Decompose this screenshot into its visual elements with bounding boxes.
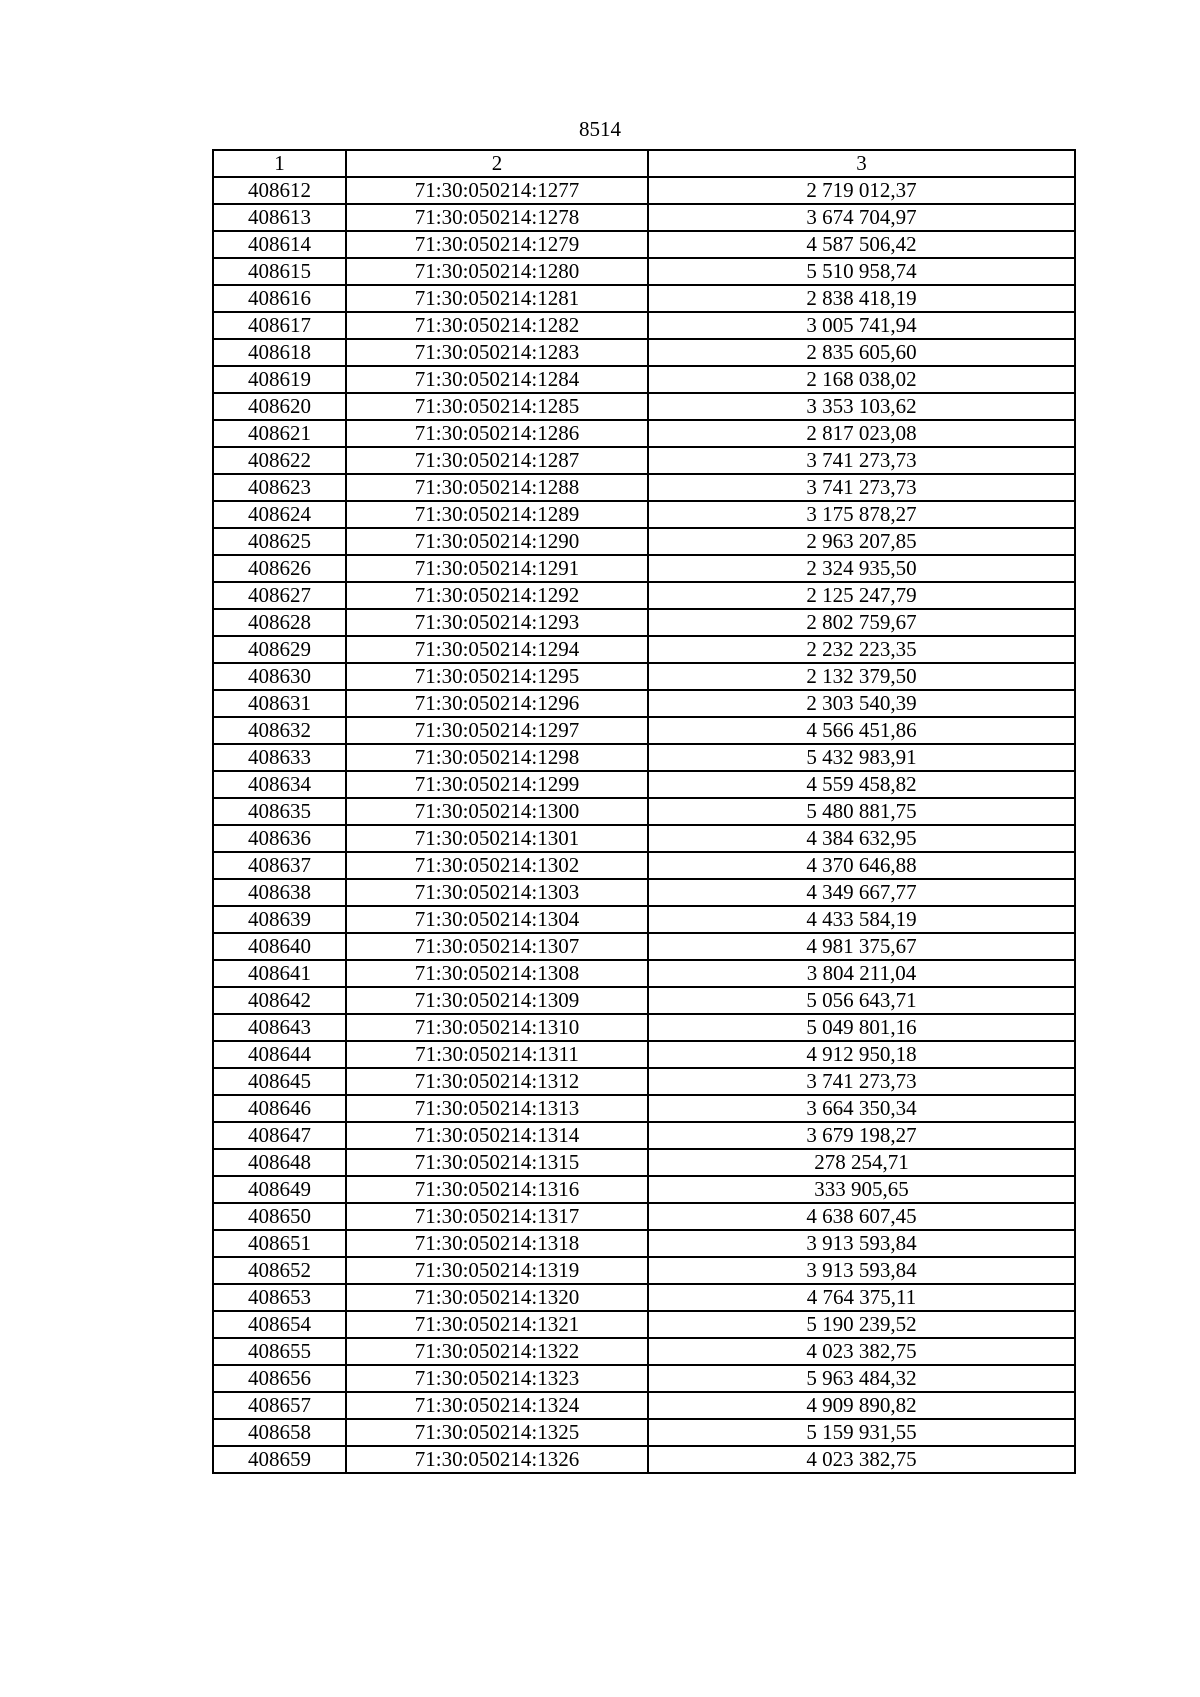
table-row xyxy=(213,906,1075,933)
cadastral-number-cell: 71:30:050214:1322 xyxy=(346,1338,648,1365)
row-number-cell: 408623 xyxy=(213,474,346,501)
value-cell: 3 741 273,73 xyxy=(648,447,1075,474)
table-row xyxy=(213,555,1075,582)
value-cell: 4 638 607,45 xyxy=(648,1203,1075,1230)
table-row xyxy=(213,987,1075,1014)
table-row xyxy=(213,285,1075,312)
table-row xyxy=(213,798,1075,825)
cadastral-number-cell: 71:30:050214:1285 xyxy=(346,393,648,420)
cadastral-number-cell: 71:30:050214:1315 xyxy=(346,1149,648,1176)
row-number-cell: 408656 xyxy=(213,1365,346,1392)
cadastral-number-cell: 71:30:050214:1323 xyxy=(346,1365,648,1392)
table-row xyxy=(213,528,1075,555)
value-cell: 4 566 451,86 xyxy=(648,717,1075,744)
table-row xyxy=(213,771,1075,798)
row-number-cell: 408638 xyxy=(213,879,346,906)
page-number: 8514 xyxy=(579,117,621,141)
value-cell: 2 719 012,37 xyxy=(648,177,1075,204)
cadastral-number-cell: 71:30:050214:1287 xyxy=(346,447,648,474)
row-number-cell: 408625 xyxy=(213,528,346,555)
value-cell: 3 353 103,62 xyxy=(648,393,1075,420)
row-number-cell: 408630 xyxy=(213,663,346,690)
value-cell: 3 913 593,84 xyxy=(648,1230,1075,1257)
cadastral-number-cell: 71:30:050214:1294 xyxy=(346,636,648,663)
row-number-cell: 408632 xyxy=(213,717,346,744)
row-number-cell: 408612 xyxy=(213,177,346,204)
value-cell: 4 433 584,19 xyxy=(648,906,1075,933)
table-row xyxy=(213,1257,1075,1284)
value-cell: 3 175 878,27 xyxy=(648,501,1075,528)
value-cell: 2 963 207,85 xyxy=(648,528,1075,555)
value-cell: 4 587 506,42 xyxy=(648,231,1075,258)
table-row xyxy=(213,879,1075,906)
cadastral-number-cell: 71:30:050214:1318 xyxy=(346,1230,648,1257)
header-cell-3: 3 xyxy=(648,150,1075,177)
cadastral-number-cell: 71:30:050214:1286 xyxy=(346,420,648,447)
row-number-cell: 408624 xyxy=(213,501,346,528)
value-cell: 333 905,65 xyxy=(648,1176,1075,1203)
value-cell: 5 432 983,91 xyxy=(648,744,1075,771)
table-row xyxy=(213,852,1075,879)
table-row xyxy=(213,1419,1075,1446)
table-row xyxy=(213,609,1075,636)
row-number-cell: 408631 xyxy=(213,690,346,717)
table-row xyxy=(213,1149,1075,1176)
cadastral-number-cell: 71:30:050214:1283 xyxy=(346,339,648,366)
value-cell: 2 835 605,60 xyxy=(648,339,1075,366)
table-row xyxy=(213,258,1075,285)
row-number-cell: 408647 xyxy=(213,1122,346,1149)
value-cell: 3 741 273,73 xyxy=(648,474,1075,501)
value-cell: 4 023 382,75 xyxy=(648,1338,1075,1365)
cadastral-number-cell: 71:30:050214:1308 xyxy=(346,960,648,987)
cadastral-number-cell: 71:30:050214:1296 xyxy=(346,690,648,717)
row-number-cell: 408643 xyxy=(213,1014,346,1041)
table-row xyxy=(213,1203,1075,1230)
header-cell-1: 1 xyxy=(213,150,346,177)
value-cell: 2 125 247,79 xyxy=(648,582,1075,609)
table-row xyxy=(213,1392,1075,1419)
value-cell: 4 912 950,18 xyxy=(648,1041,1075,1068)
cadastral-number-cell: 71:30:050214:1280 xyxy=(346,258,648,285)
cadastral-number-cell: 71:30:050214:1278 xyxy=(346,204,648,231)
value-cell: 5 190 239,52 xyxy=(648,1311,1075,1338)
value-cell: 5 159 931,55 xyxy=(648,1419,1075,1446)
row-number-cell: 408618 xyxy=(213,339,346,366)
table-row xyxy=(213,447,1075,474)
cadastral-number-cell: 71:30:050214:1301 xyxy=(346,825,648,852)
value-cell: 4 909 890,82 xyxy=(648,1392,1075,1419)
row-number-cell: 408655 xyxy=(213,1338,346,1365)
cadastral-number-cell: 71:30:050214:1310 xyxy=(346,1014,648,1041)
table-row xyxy=(213,636,1075,663)
row-number-cell: 408640 xyxy=(213,933,346,960)
cadastral-number-cell: 71:30:050214:1291 xyxy=(346,555,648,582)
table-row xyxy=(213,501,1075,528)
cadastral-number-cell: 71:30:050214:1319 xyxy=(346,1257,648,1284)
value-cell: 4 981 375,67 xyxy=(648,933,1075,960)
cadastral-number-cell: 71:30:050214:1277 xyxy=(346,177,648,204)
cadastral-number-cell: 71:30:050214:1295 xyxy=(346,663,648,690)
value-cell: 3 804 211,04 xyxy=(648,960,1075,987)
cadastral-number-cell: 71:30:050214:1312 xyxy=(346,1068,648,1095)
cadastral-number-cell: 71:30:050214:1297 xyxy=(346,717,648,744)
value-cell: 5 963 484,32 xyxy=(648,1365,1075,1392)
value-cell: 4 370 646,88 xyxy=(648,852,1075,879)
cadastral-number-cell: 71:30:050214:1292 xyxy=(346,582,648,609)
table-row xyxy=(213,366,1075,393)
cadastral-number-cell: 71:30:050214:1307 xyxy=(346,933,648,960)
table-row xyxy=(213,825,1075,852)
row-number-cell: 408652 xyxy=(213,1257,346,1284)
table-row xyxy=(213,582,1075,609)
row-number-cell: 408616 xyxy=(213,285,346,312)
row-number-cell: 408633 xyxy=(213,744,346,771)
row-number-cell: 408651 xyxy=(213,1230,346,1257)
table-row xyxy=(213,231,1075,258)
cadastral-number-cell: 71:30:050214:1298 xyxy=(346,744,648,771)
table-row xyxy=(213,312,1075,339)
row-number-cell: 408622 xyxy=(213,447,346,474)
row-number-cell: 408626 xyxy=(213,555,346,582)
row-number-cell: 408646 xyxy=(213,1095,346,1122)
value-cell: 2 817 023,08 xyxy=(648,420,1075,447)
cadastral-number-cell: 71:30:050214:1314 xyxy=(346,1122,648,1149)
value-cell: 2 132 379,50 xyxy=(648,663,1075,690)
row-number-cell: 408628 xyxy=(213,609,346,636)
row-number-cell: 408642 xyxy=(213,987,346,1014)
table-row xyxy=(213,744,1075,771)
row-number-cell: 408654 xyxy=(213,1311,346,1338)
cadastral-number-cell: 71:30:050214:1290 xyxy=(346,528,648,555)
cadastral-number-cell: 71:30:050214:1324 xyxy=(346,1392,648,1419)
value-cell: 2 303 540,39 xyxy=(648,690,1075,717)
value-cell: 4 764 375,11 xyxy=(648,1284,1075,1311)
row-number-cell: 408641 xyxy=(213,960,346,987)
row-number-cell: 408653 xyxy=(213,1284,346,1311)
cadastral-number-cell: 71:30:050214:1282 xyxy=(346,312,648,339)
table-row xyxy=(213,1311,1075,1338)
table-row xyxy=(213,663,1075,690)
row-number-cell: 408644 xyxy=(213,1041,346,1068)
value-cell: 3 674 704,97 xyxy=(648,204,1075,231)
cadastral-number-cell: 71:30:050214:1300 xyxy=(346,798,648,825)
cadastral-number-cell: 71:30:050214:1320 xyxy=(346,1284,648,1311)
value-cell: 5 049 801,16 xyxy=(648,1014,1075,1041)
row-number-cell: 408634 xyxy=(213,771,346,798)
table-row xyxy=(213,1176,1075,1203)
table-row xyxy=(213,393,1075,420)
value-cell: 4 384 632,95 xyxy=(648,825,1075,852)
row-number-cell: 408614 xyxy=(213,231,346,258)
table-row xyxy=(213,1338,1075,1365)
table-row xyxy=(213,1284,1075,1311)
table-row xyxy=(213,960,1075,987)
value-cell: 2 232 223,35 xyxy=(648,636,1075,663)
cadastral-number-cell: 71:30:050214:1311 xyxy=(346,1041,648,1068)
table-row xyxy=(213,690,1075,717)
table-row xyxy=(213,420,1075,447)
cadastral-number-cell: 71:30:050214:1317 xyxy=(346,1203,648,1230)
row-number-cell: 408649 xyxy=(213,1176,346,1203)
row-number-cell: 408635 xyxy=(213,798,346,825)
row-number-cell: 408657 xyxy=(213,1392,346,1419)
row-number-cell: 408613 xyxy=(213,204,346,231)
row-number-cell: 408636 xyxy=(213,825,346,852)
row-number-cell: 408658 xyxy=(213,1419,346,1446)
value-cell: 2 168 038,02 xyxy=(648,366,1075,393)
value-cell: 4 023 382,75 xyxy=(648,1446,1075,1473)
row-number-cell: 408617 xyxy=(213,312,346,339)
header-cell-2: 2 xyxy=(346,150,648,177)
cadastral-number-cell: 71:30:050214:1309 xyxy=(346,987,648,1014)
row-number-cell: 408615 xyxy=(213,258,346,285)
data-table xyxy=(212,149,1076,1474)
cadastral-number-cell: 71:30:050214:1302 xyxy=(346,852,648,879)
table-row xyxy=(213,1014,1075,1041)
cadastral-number-cell: 71:30:050214:1316 xyxy=(346,1176,648,1203)
cadastral-number-cell: 71:30:050214:1279 xyxy=(346,231,648,258)
row-number-cell: 408648 xyxy=(213,1149,346,1176)
table-row xyxy=(213,1230,1075,1257)
header-row xyxy=(213,150,1075,177)
value-cell: 3 741 273,73 xyxy=(648,1068,1075,1095)
row-number-cell: 408650 xyxy=(213,1203,346,1230)
row-number-cell: 408629 xyxy=(213,636,346,663)
table-row xyxy=(213,1068,1075,1095)
cadastral-number-cell: 71:30:050214:1303 xyxy=(346,879,648,906)
table-row xyxy=(213,717,1075,744)
cadastral-number-cell: 71:30:050214:1313 xyxy=(346,1095,648,1122)
cadastral-number-cell: 71:30:050214:1304 xyxy=(346,906,648,933)
row-number-cell: 408637 xyxy=(213,852,346,879)
value-cell: 5 510 958,74 xyxy=(648,258,1075,285)
row-number-cell: 408659 xyxy=(213,1446,346,1473)
value-cell: 5 480 881,75 xyxy=(648,798,1075,825)
table-row xyxy=(213,474,1075,501)
row-number-cell: 408620 xyxy=(213,393,346,420)
cadastral-number-cell: 71:30:050214:1326 xyxy=(346,1446,648,1473)
cadastral-number-cell: 71:30:050214:1284 xyxy=(346,366,648,393)
table-row xyxy=(213,1365,1075,1392)
row-number-cell: 408645 xyxy=(213,1068,346,1095)
value-cell: 4 559 458,82 xyxy=(648,771,1075,798)
value-cell: 2 838 418,19 xyxy=(648,285,1075,312)
row-number-cell: 408621 xyxy=(213,420,346,447)
table-header xyxy=(213,150,1075,177)
value-cell: 3 005 741,94 xyxy=(648,312,1075,339)
table-row xyxy=(213,1122,1075,1149)
value-cell: 2 802 759,67 xyxy=(648,609,1075,636)
cadastral-number-cell: 71:30:050214:1325 xyxy=(346,1419,648,1446)
table-row xyxy=(213,204,1075,231)
table-row xyxy=(213,1446,1075,1473)
row-number-cell: 408619 xyxy=(213,366,346,393)
table-row xyxy=(213,339,1075,366)
value-cell: 2 324 935,50 xyxy=(648,555,1075,582)
row-number-cell: 408639 xyxy=(213,906,346,933)
value-cell: 3 664 350,34 xyxy=(648,1095,1075,1122)
value-cell: 3 913 593,84 xyxy=(648,1257,1075,1284)
value-cell: 4 349 667,77 xyxy=(648,879,1075,906)
table-row xyxy=(213,1041,1075,1068)
cadastral-number-cell: 71:30:050214:1288 xyxy=(346,474,648,501)
cadastral-number-cell: 71:30:050214:1293 xyxy=(346,609,648,636)
value-cell: 3 679 198,27 xyxy=(648,1122,1075,1149)
value-cell: 278 254,71 xyxy=(648,1149,1075,1176)
table-row xyxy=(213,1095,1075,1122)
table-row xyxy=(213,177,1075,204)
table-row xyxy=(213,933,1075,960)
row-number-cell: 408627 xyxy=(213,582,346,609)
table-body xyxy=(213,177,1075,1473)
value-cell: 5 056 643,71 xyxy=(648,987,1075,1014)
cadastral-number-cell: 71:30:050214:1299 xyxy=(346,771,648,798)
cadastral-number-cell: 71:30:050214:1289 xyxy=(346,501,648,528)
cadastral-number-cell: 71:30:050214:1281 xyxy=(346,285,648,312)
cadastral-number-cell: 71:30:050214:1321 xyxy=(346,1311,648,1338)
